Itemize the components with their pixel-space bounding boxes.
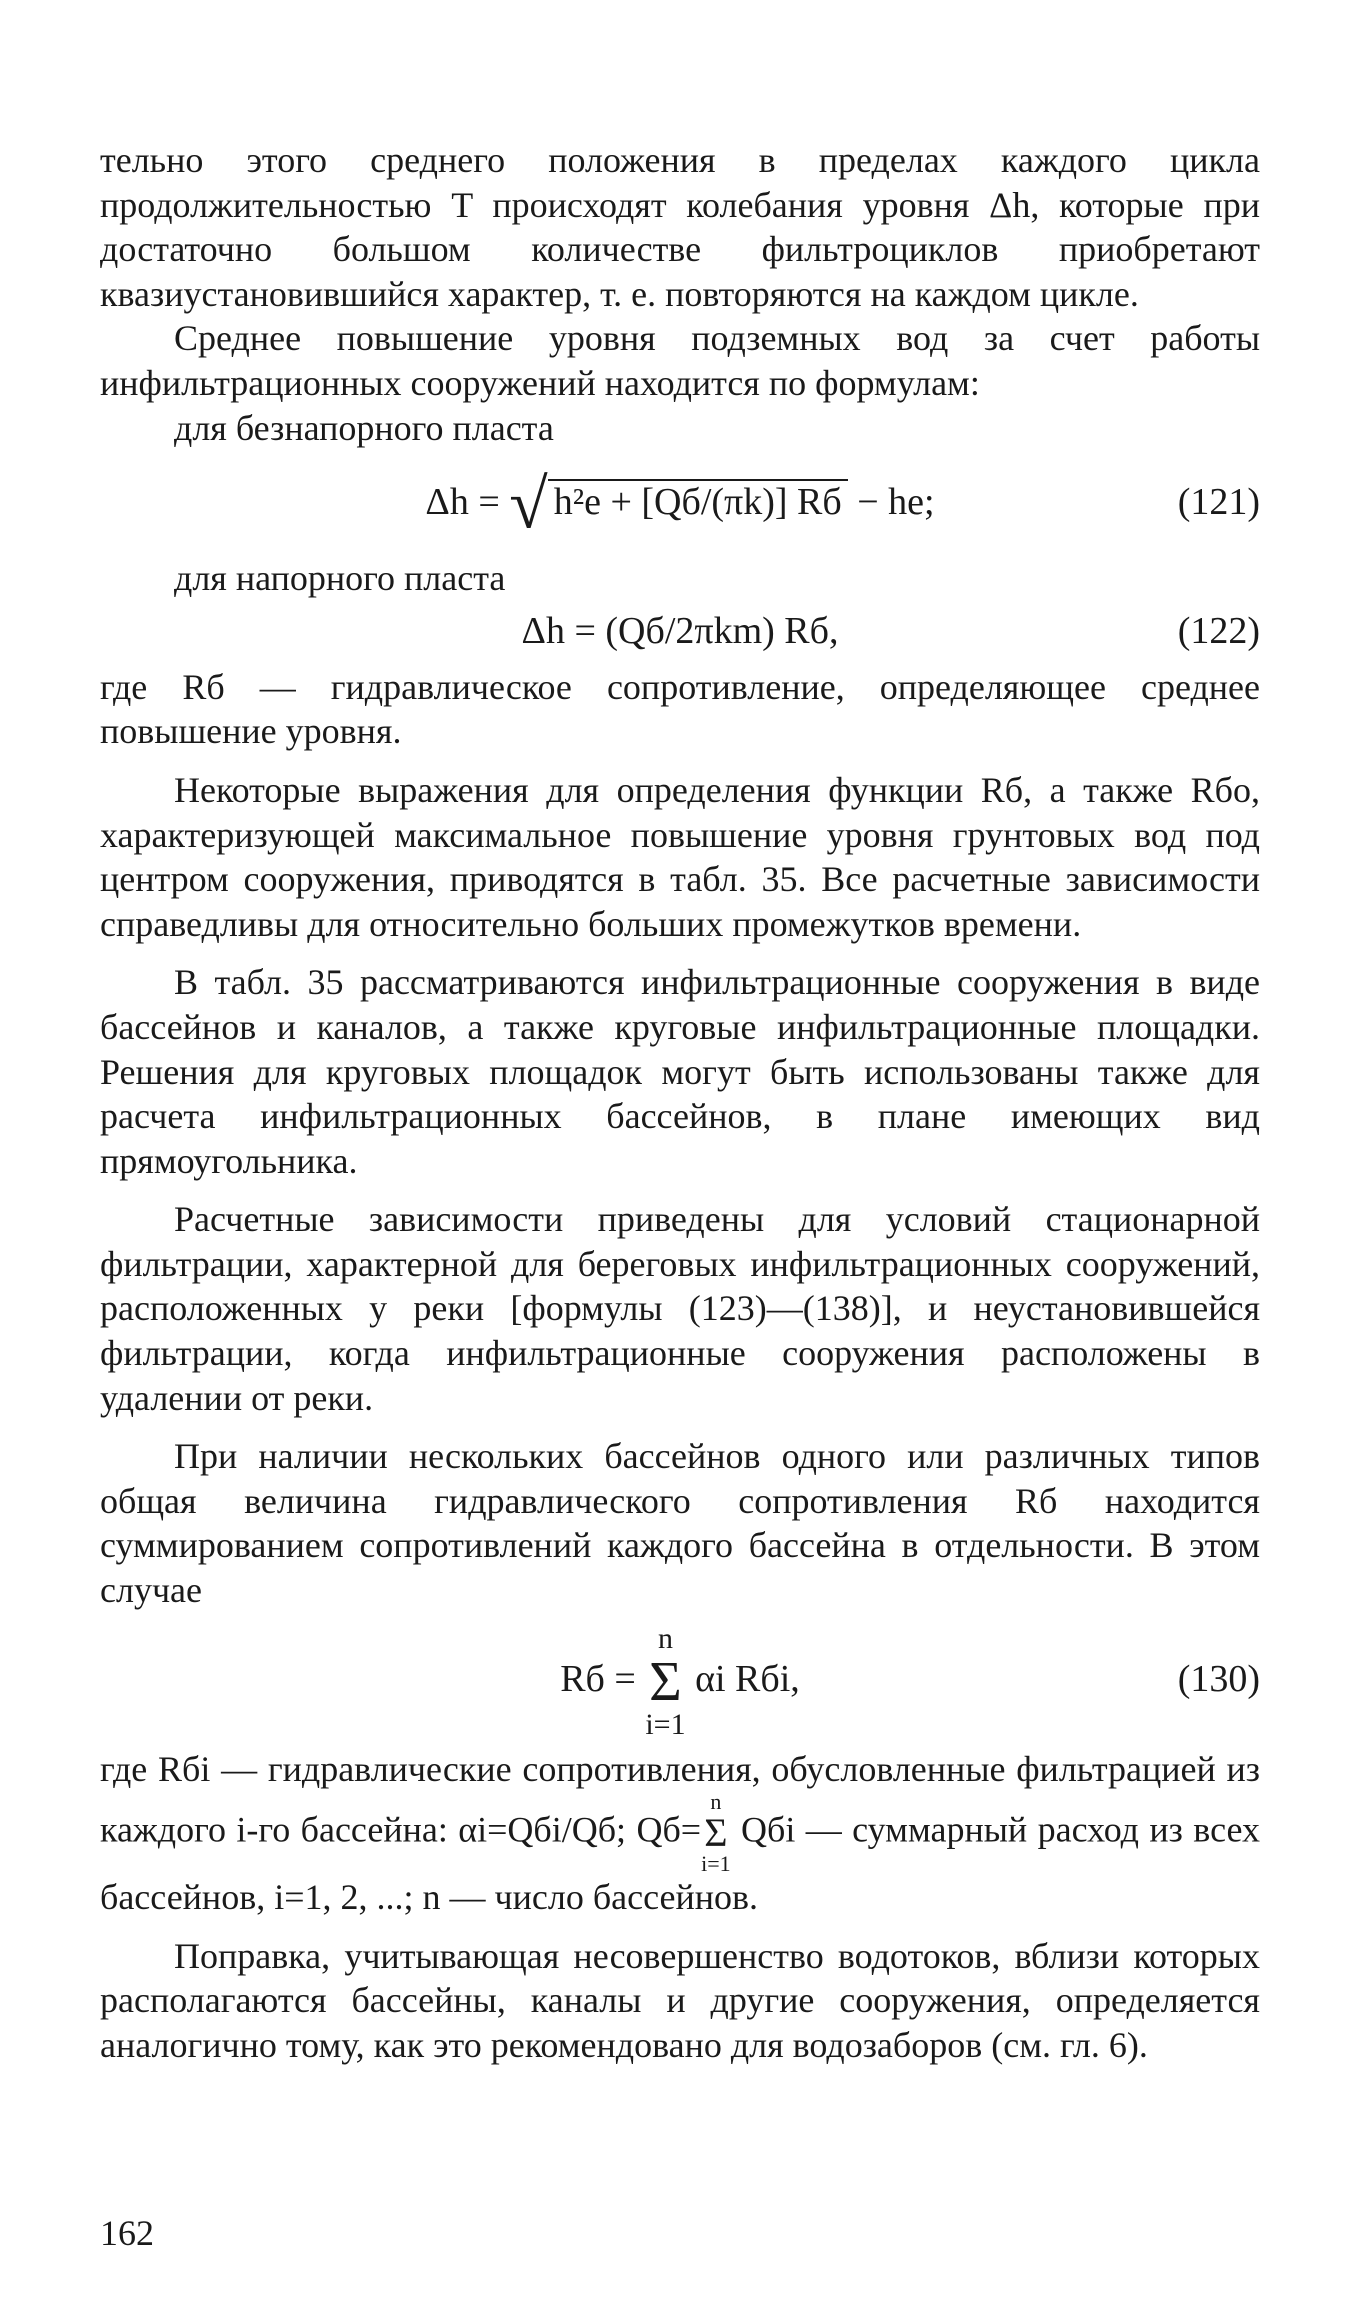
equation-130 (100, 1619, 1260, 1739)
summation: n Σ i=1 (645, 1621, 686, 1741)
paragraph: При наличии нескольких бассейнов одного или различных типов общая величина гидравлического сопротивления Rб находится суммированием сопротивлений каждого бассейна в отдельности. В этом случае (100, 1436, 1260, 1611)
paragraph: В табл. 35 рассматриваются инфильтрационные сооружения в виде бассейнов и каналов, а также круговые инфильтрационные площадки. Решения для круговых площадок могут быть использованы также для расчета инфильтрационных бассейнов, в плане имеющих вид прямоугольника. (100, 962, 1260, 1181)
paragraph: где Rбi — гидравлические сопротивления, обусловленные фильтрацией из каждого i-го бассейна: αi=Qбi/Qб; Qб=n Σ i=1 Qбi — суммарный расход из всех бассейнов, i=1, 2, ...; n — число бассейнов. (100, 1748, 1260, 1918)
paragraph: Расчетные зависимости приведены для условий стационарной фильтрации, характерной для береговых инфильтрационных сооружений, расположенных у реки [формулы (123)—(138)], и неустановившейся фильтрации, когда инфильтрационные сооружения расположены в удалении от реки. (100, 1199, 1260, 1418)
equation-122 (100, 601, 1260, 661)
square-root: √ h²e + [Qб/(πk)] Rб (509, 456, 847, 548)
radical-sign-icon: √ (509, 466, 548, 544)
paragraph: тельно этого среднего положения в пределах каждого цикла продолжительностью T происходят колебания уровня Δh, которые при достаточно большом количестве фильтроциклов приобретают квазиустановившийся характер, т. е. повторяются на каждом цикле. (100, 140, 1260, 314)
page-body (100, 138, 1260, 2068)
equation-number: (121) (1177, 481, 1260, 524)
sigma-icon: Σ (704, 1810, 728, 1856)
equation-number: (122) (1177, 609, 1260, 652)
inline-summation: n Σ i=1 (701, 1789, 731, 1877)
paragraph: для безнапорного пласта (174, 407, 554, 448)
equation-121 (100, 456, 1260, 548)
paragraph: для напорного пласта (174, 558, 506, 599)
page-number: 162 (100, 2213, 154, 2253)
equation-formula: Δh = √ h²e + [Qб/(πk)] Rб − he; (100, 456, 1260, 548)
paragraph: Поправка, учитывающая несовершенство водотоков, вблизи которых располагаются бассейны, каналы и другие сооружения, определяется аналогично тому, как это рекомендовано для водозаборов (см. гл. 6). (100, 1935, 1260, 2065)
paragraph: где Rб — гидравлическое сопротивление, определяющее среднее повышение уровня. (100, 666, 1260, 752)
paragraph: Некоторые выражения для определения функции Rб, а также Rбо, характеризующей максимальное повышение уровня грунтовых вод под центром сооружения, приводятся в табл. 35. Все расчетные зависимости справедливы для относительно больших промежутков времени. (100, 769, 1260, 944)
equation-formula: Δh = (Qб/2πkm) Rб, (521, 609, 839, 652)
paragraph: Среднее повышение уровня подземных вод за счет работы инфильтрационных сооружений находится по формулам: (100, 318, 1260, 403)
equation-number: (130) (1177, 1657, 1260, 1700)
sigma-icon: Σ (649, 1650, 682, 1713)
equation-formula: Rб = n Σ i=1 αi Rбi, (560, 1621, 800, 1741)
